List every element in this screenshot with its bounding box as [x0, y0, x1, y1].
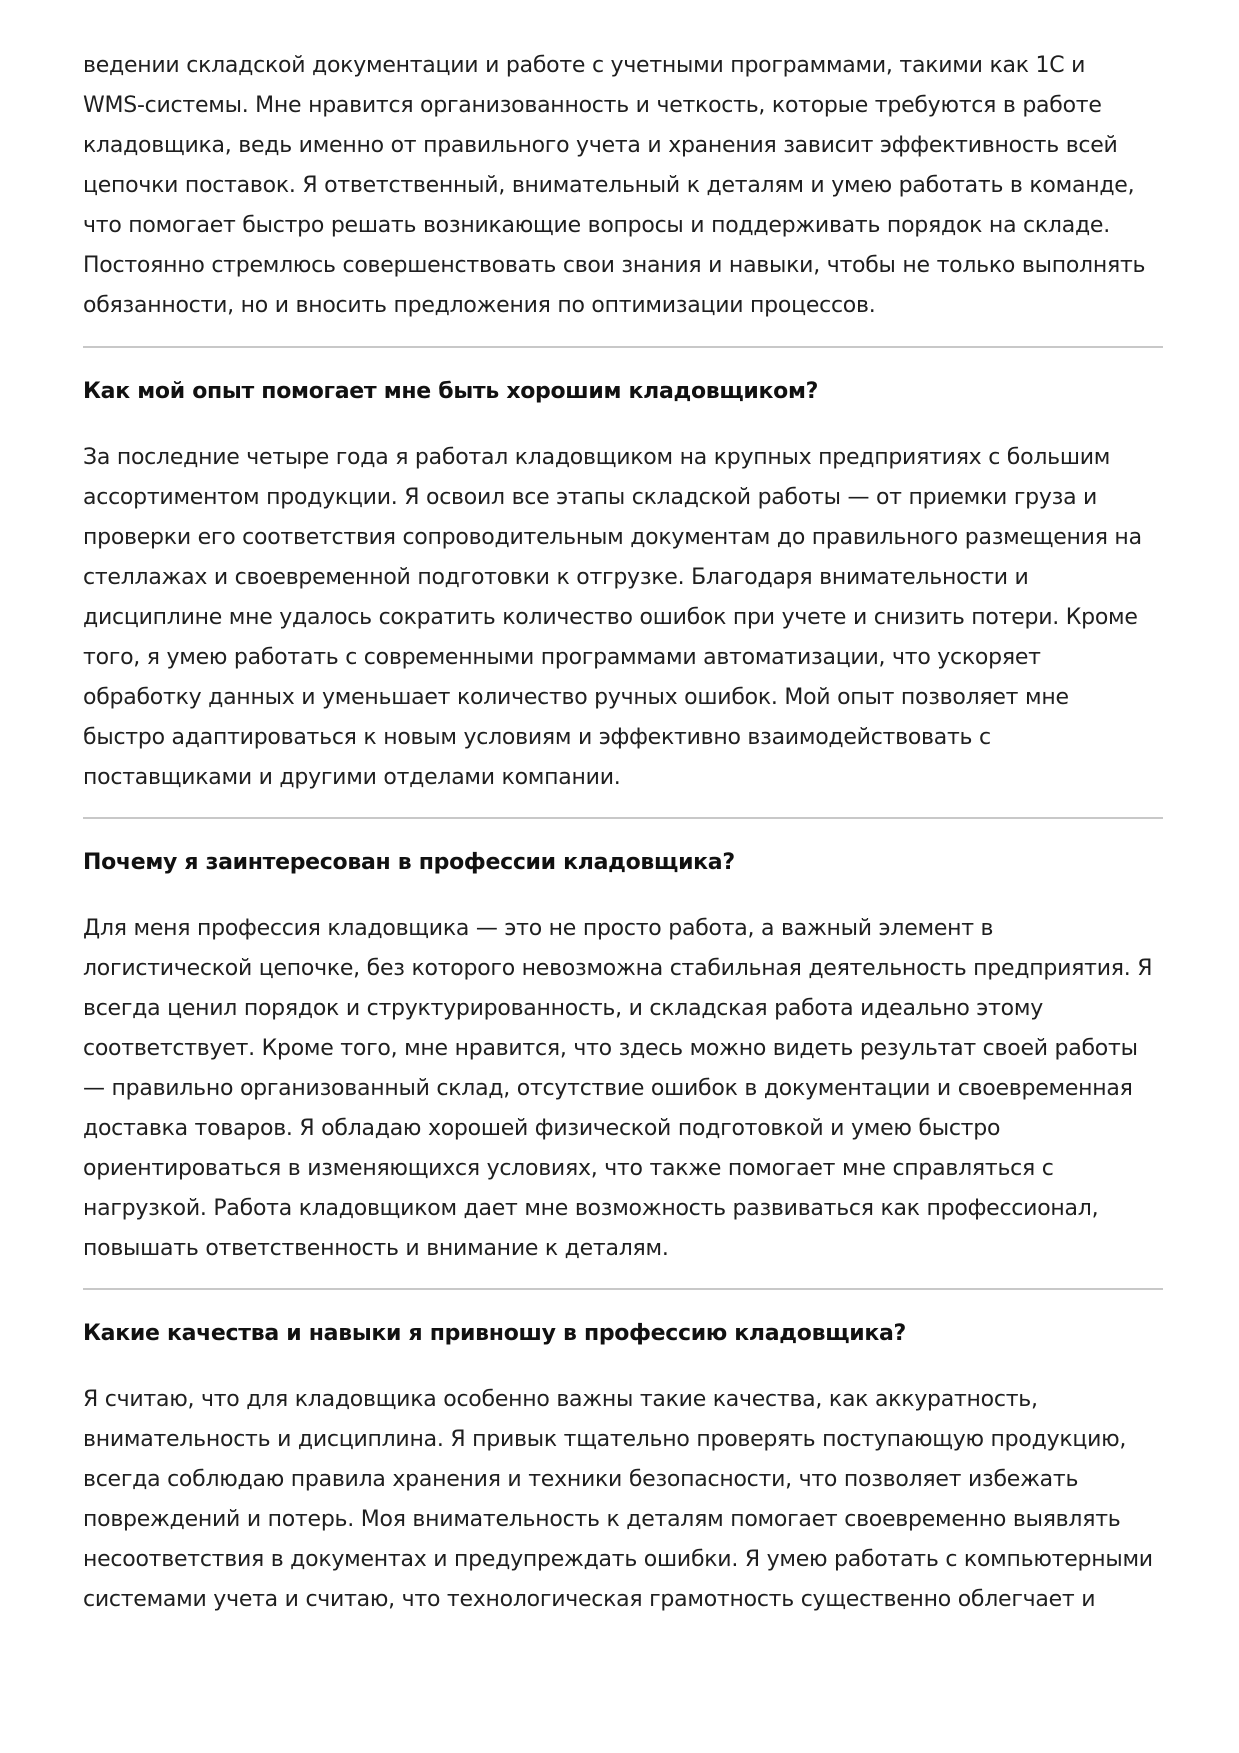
document-page: [83, 46, 1163, 1620]
section-heading-qualities: Какие качества и навыки я привношу в профессию кладовщика?: [83, 1321, 906, 1346]
paragraph-line: — правильно организованный склад, отсутствие ошибок в документации и своевременная: [83, 1076, 1133, 1101]
intro-paragraph: [83, 46, 1163, 326]
section-heading-motivation: Почему я заинтересован в профессии кладовщика?: [83, 850, 735, 875]
section-divider: [83, 346, 1163, 348]
section-heading-experience: Как мой опыт помогает мне быть хорошим кладовщиком?: [83, 379, 819, 404]
paragraph-line: Я считаю, что для кладовщика особенно важны такие качества, как аккуратность,: [83, 1387, 1038, 1412]
paragraph-line: быстро адаптироваться к новым условиям и эффективно взаимодействовать с: [83, 725, 991, 750]
paragraph-line: несоответствия в документах и предупреждать ошибки. Я умею работать с компьютерными: [83, 1547, 1153, 1572]
paragraph-line: кладовщика, ведь именно от правильного учета и хранения зависит эффективность всей: [83, 133, 1118, 158]
paragraph-line: доставка товаров. Я обладаю хорошей физической подготовкой и умею быстро: [83, 1116, 1001, 1141]
section-divider: [83, 1288, 1163, 1290]
paragraph-line: обработку данных и уменьшает количество ручных ошибок. Мой опыт позволяет мне: [83, 685, 1069, 710]
paragraph-line: повышать ответственность и внимание к деталям.: [83, 1236, 669, 1261]
paragraph-line: того, я умею работать с современными программами автоматизации, что ускоряет: [83, 645, 1041, 670]
paragraph-line: поставщиками и другими отделами компании.: [83, 765, 621, 790]
paragraph-line: проверки его соответствия сопроводительным документам до правильного размещения на: [83, 525, 1142, 550]
paragraph-line: дисциплине мне удалось сократить количество ошибок при учете и снизить потери. Кроме: [83, 605, 1138, 630]
paragraph-line: нагрузкой. Работа кладовщиком дает мне возможность развиваться как профессионал,: [83, 1196, 1099, 1221]
paragraph-line: всегда соблюдаю правила хранения и техники безопасности, что позволяет избежать: [83, 1467, 1079, 1492]
paragraph-line: Для меня профессия кладовщика — это не просто работа, а важный элемент в: [83, 916, 994, 941]
paragraph-line: соответствует. Кроме того, мне нравится, что здесь можно видеть результат своей работы: [83, 1036, 1138, 1061]
paragraph-line: стеллажах и своевременной подготовки к отгрузке. Благодаря внимательности и: [83, 565, 1029, 590]
paragraph-line: внимательность и дисциплина. Я привык тщательно проверять поступающую продукцию,: [83, 1427, 1127, 1452]
paragraph-line: что помогает быстро решать возникающие вопросы и поддерживать порядок на складе.: [83, 213, 1110, 238]
paragraph-line: ведении складской документации и работе с учетными программами, такими как 1С и: [83, 53, 1086, 78]
paragraph-line: За последние четыре года я работал кладовщиком на крупных предприятиях с большим: [83, 445, 1111, 470]
section-divider: [83, 817, 1163, 819]
paragraph-line: системами учета и считаю, что технологическая грамотность существенно облегчает и: [83, 1587, 1096, 1612]
paragraph-line: Постоянно стремлюсь совершенствовать свои знания и навыки, чтобы не только выполнять: [83, 253, 1146, 278]
paragraph-line: обязанности, но и вносить предложения по оптимизации процессов.: [83, 293, 876, 318]
section-paragraph-motivation: [83, 909, 1163, 1269]
paragraph-line: повреждений и потерь. Моя внимательность к деталям помогает своевременно выявлять: [83, 1507, 1121, 1532]
section-paragraph-qualities: [83, 1380, 1163, 1620]
paragraph-line: ориентироваться в изменяющихся условиях, что также помогает мне справляться с: [83, 1156, 1054, 1181]
section-paragraph-experience: [83, 438, 1163, 798]
paragraph-line: логистической цепочке, без которого невозможна стабильная деятельность предприятия. Я: [83, 956, 1153, 981]
paragraph-line: всегда ценил порядок и структурированность, и складская работа идеально этому: [83, 996, 1044, 1021]
paragraph-line: WMS-системы. Мне нравится организованность и четкость, которые требуются в работе: [83, 93, 1102, 118]
paragraph-line: ассортиментом продукции. Я освоил все этапы складской работы — от приемки груза и: [83, 485, 1098, 510]
paragraph-line: цепочки поставок. Я ответственный, внимательный к деталям и умею работать в команде,: [83, 173, 1135, 198]
